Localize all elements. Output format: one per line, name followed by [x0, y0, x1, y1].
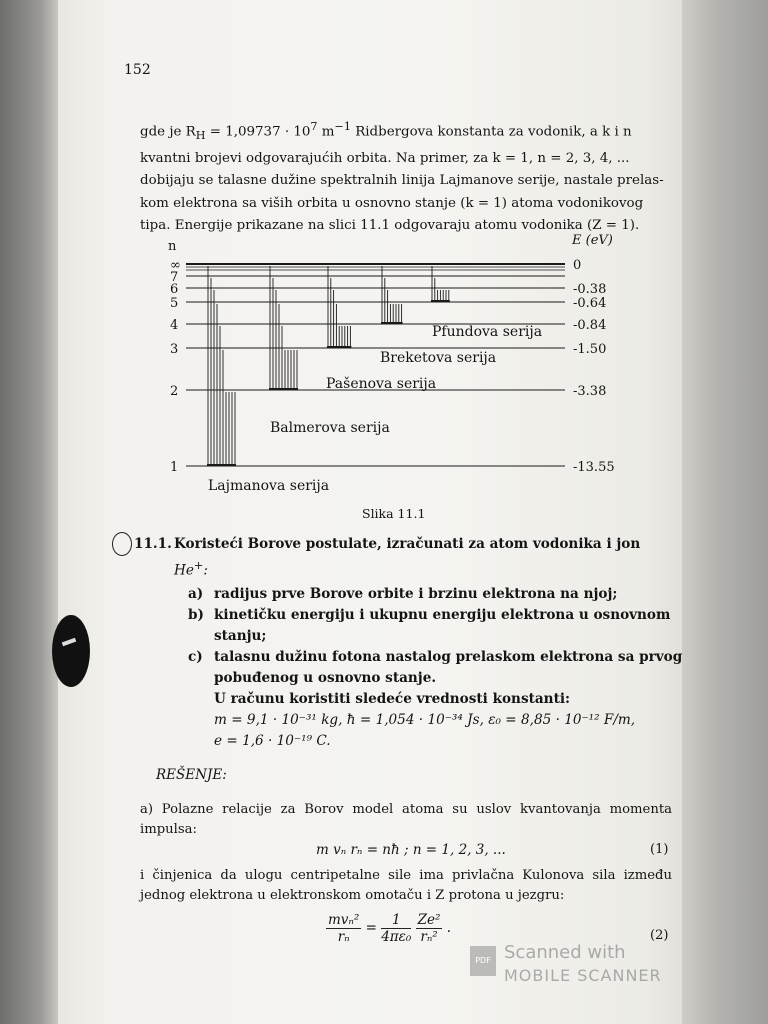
- intro-text: = 1,09737 · 10: [205, 124, 311, 140]
- level-n-label: 3: [170, 342, 179, 357]
- intro-sup: 7: [310, 120, 318, 133]
- level-n-label: 5: [170, 296, 179, 311]
- eq2-coef-den: 4πε₀: [381, 929, 412, 945]
- problem-item-b: [188, 605, 688, 647]
- level-n-label: 1: [170, 460, 179, 475]
- ion-charge: +: [193, 558, 204, 572]
- item-text: radijus prve Borove orbite i brzinu elektrona na njoj;: [214, 586, 618, 602]
- problem-line: [174, 555, 674, 582]
- colon: :: [203, 562, 208, 579]
- level-n-label: 4: [170, 318, 179, 333]
- problem-item-a: [188, 584, 688, 605]
- intro-text: m: [317, 124, 335, 140]
- level-energy-label: -3.38: [573, 384, 607, 399]
- item-label: c): [188, 649, 203, 665]
- constants-line: e = 1,6 · 10⁻¹⁹ C.: [214, 733, 331, 749]
- energy-level-diagram: [160, 228, 640, 508]
- problem-statement: [174, 534, 674, 582]
- eq2-lhs-num: mvₙ²: [328, 912, 360, 928]
- pdf-icon: PDF: [470, 946, 496, 976]
- n-axis-header: n: [168, 239, 177, 254]
- level-n-label: ∞: [170, 258, 181, 273]
- item-text: talasnu dužinu fotona nastalog prelaskom elektrona sa prvog pobuđenog u osnovno stanje.: [214, 649, 683, 686]
- solution-para-a: a) Polazne relacije za Borov model atoma su uslov kvantovanja momenta impulsa:: [140, 802, 672, 837]
- item-label: b): [188, 607, 204, 623]
- energy-axis-header: E (eV): [572, 233, 613, 248]
- handwritten-circle-mark: [112, 532, 132, 556]
- intro-line: tipa. Energije prikazane na slici 11.1 odgovaraju atomu vodonika (Z = 1).: [140, 218, 640, 234]
- constants-title: U računu koristiti sledeće vrednosti konstanti:: [214, 691, 571, 707]
- level-energy-label: -1.50: [573, 342, 607, 357]
- solution-para-b: i činjenica da ulogu centripetalne sile ima privlačna Kulonova sila između jednog elektrona u elektronskom omotaču i Z protona u jezgru:: [140, 868, 672, 903]
- intro-line: kom elektrona sa viših orbita u osnovno stanje (k = 1) atoma vodonikovog: [140, 195, 644, 211]
- eq2-equals: =: [365, 920, 377, 936]
- problem-item-c: [188, 647, 688, 689]
- item-label: a): [188, 586, 204, 602]
- intro-sub: H: [195, 129, 206, 143]
- series-label: Breketova serija: [380, 350, 497, 366]
- level-n-label: 6: [170, 282, 179, 297]
- intro-line: kvantni brojevi odgovarajućih orbita. Na primer, za k = 1, n = 2, 3, 4, ...: [140, 150, 630, 166]
- eq2-period: .: [446, 920, 452, 936]
- eq2-lhs: [326, 912, 361, 945]
- level-energy-label: -13.55: [573, 460, 615, 475]
- series-label: Lajmanova serija: [208, 478, 330, 494]
- equation-2-number: (2): [650, 928, 669, 943]
- energy-level-svg: [160, 228, 640, 508]
- series-label: Pfundova serija: [432, 324, 543, 340]
- eq2-coef: [381, 912, 411, 945]
- equation-1: m vₙ rₙ = nħ ; n = 1, 2, 3, ...: [316, 842, 506, 858]
- watermark-line1: Scanned with: [504, 942, 626, 963]
- eq2-rhs: [416, 912, 443, 945]
- eq2-rhs-den: rₙ²: [420, 929, 438, 945]
- page-number: 152: [124, 62, 151, 78]
- level-energy-label: 0: [573, 258, 582, 273]
- solution-heading: REŠENJE:: [156, 767, 227, 783]
- eq2-coef-num: 1: [381, 912, 411, 929]
- intro-text: gde je R: [140, 124, 196, 140]
- intro-paragraph: [140, 116, 672, 238]
- constants-line: m = 9,1 · 10⁻³¹ kg, ħ = 1,054 · 10⁻³⁴ Js, ε₀ = 8,85 · 10⁻¹² F/m,: [214, 712, 636, 728]
- figure-caption: Slika 11.1: [362, 506, 426, 521]
- level-energy-label: -0.38: [573, 282, 607, 297]
- item-text: kinetičku energiju i ukupnu energiju elektrona u osnovnom stanju;: [214, 607, 671, 644]
- eq2-lhs-den: rₙ: [337, 929, 350, 945]
- intro-sup: −1: [334, 120, 351, 133]
- level-energy-label: -0.64: [573, 296, 607, 311]
- problem-number: 11.1.: [134, 536, 172, 552]
- eq2-rhs-num: Ze²: [417, 912, 441, 928]
- equation-1-number: (1): [650, 842, 669, 857]
- equation-2: [326, 912, 451, 945]
- series-label: Balmerova serija: [270, 420, 390, 436]
- problem-line: Koristeći Borove postulate, izračunati za atom vodonika i jon: [174, 536, 641, 552]
- constants-block: [188, 689, 688, 752]
- scan-right-edge: [682, 0, 768, 1024]
- problem-items: [188, 584, 688, 752]
- ion-symbol: He: [174, 562, 194, 579]
- level-n-label: 2: [170, 384, 179, 399]
- watermark-line2: MOBILE SCANNER: [504, 966, 662, 985]
- level-energy-label: -0.84: [573, 318, 607, 333]
- intro-text: Ridbergova konstanta za vodonik, a k i n: [350, 124, 632, 140]
- series-label: Pašenova serija: [326, 376, 437, 392]
- scan-left-edge: [0, 0, 58, 1024]
- finger-shadow: [52, 615, 90, 687]
- intro-line: dobijaju se talasne dužine spektralnih linija Lajmanove serije, nastale prelas-: [140, 173, 664, 189]
- level-n-label: 7: [170, 270, 179, 285]
